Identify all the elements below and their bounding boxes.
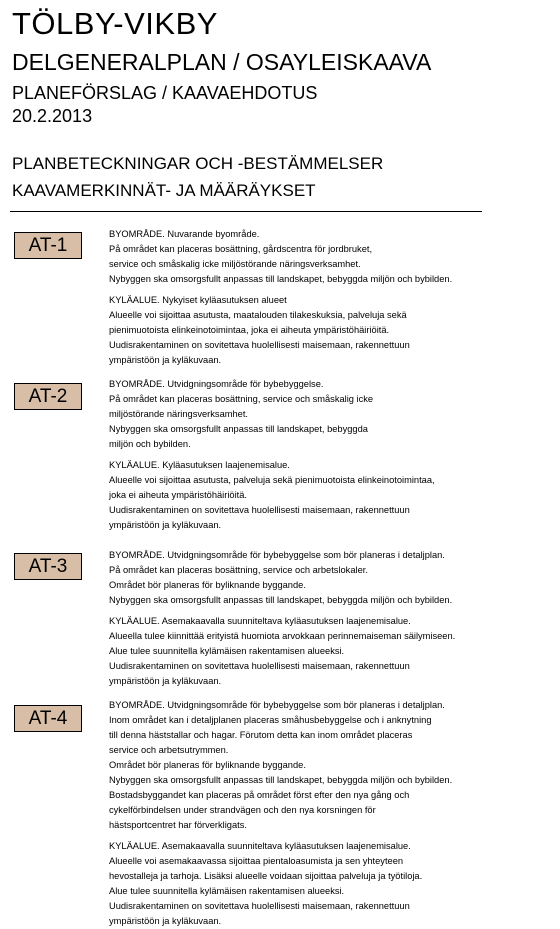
- sv-line: På området kan placeras bosättning, service och arbetslokaler.: [109, 565, 368, 575]
- sv-line: På området kan placeras bosättning, service och småskalig icke: [109, 394, 374, 404]
- sv-line: service och arbetsutrymmen.: [109, 745, 229, 755]
- fi-line: Uudisrakentaminen on sovitettava huolellisesti maisemaan, rakennettuun: [109, 340, 410, 350]
- sv-line: Bostadsbyggandet kan placeras på området först efter den nya gång och: [109, 790, 410, 800]
- sv-line: cykelförbindelsen under strandvägen och den nya korsningen för: [109, 805, 376, 815]
- sv-line: Inom området kan i detaljplanen placeras småhusbebyggelse och i anknytning: [109, 715, 432, 725]
- zone-badge-at-1: AT-1: [14, 232, 82, 259]
- sv-line: hästsportcentret har förverkligats.: [109, 820, 247, 830]
- sv-line: BYOMRÅDE. Utvidgningsområde för bybebyggelse.: [109, 379, 324, 389]
- sv-line: BYOMRÅDE. Nuvarande byområde.: [109, 229, 260, 239]
- zone-badge-at-3: AT-3: [14, 553, 82, 580]
- fi-line: KYLÄALUE. Nykyiset kyläasutuksen alueet: [109, 295, 287, 305]
- heading-divider: [10, 211, 482, 212]
- plan-date: 20.2.2013: [12, 106, 93, 126]
- fi-line: Uudisrakentaminen on sovitettava huolellisesti maisemaan, rakennettuun: [109, 661, 410, 671]
- fi-line: ympäristöön ja kyläkuvaan.: [109, 916, 222, 926]
- zone-description-at-3: [109, 548, 549, 689]
- sv-line: service och småskalig icke miljöstörande näringsverksamhet.: [109, 259, 361, 269]
- plan-stage: PLANEFÖRSLAG / KAAVAEHDOTUS: [12, 83, 318, 103]
- fi-line: KYLÄALUE. Asemakaavalla suunniteltava kyläasutuksen laajenemisalue.: [109, 841, 411, 851]
- zone-description-at-4: [109, 698, 549, 929]
- fi-line: KYLÄALUE. Asemakaavalla suunniteltava kyläasutuksen laajenemisalue.: [109, 616, 411, 626]
- fi-line: ympäristöön ja kyläkuvaan.: [109, 676, 222, 686]
- fi-line: KYLÄALUE. Kyläasutuksen laajenemisalue.: [109, 460, 290, 470]
- sv-line: Området bör planeras för byliknande byggande.: [109, 580, 306, 590]
- document-subtitle: DELGENERALPLAN / OSAYLEISKAAVA: [12, 49, 432, 75]
- sv-line: Nybyggen ska omsorgsfullt anpassas till landskapet, bebyggda: [109, 424, 368, 434]
- fi-line: Alueelle voi asemakaavassa sijoittaa pientaloasumista ja sen yhteyteen: [109, 856, 404, 866]
- sv-line: Nybyggen ska omsorgsfullt anpassas till landskapet, bebyggda miljön och bybilden.: [109, 595, 453, 605]
- zone-badge-at-4: AT-4: [14, 705, 82, 732]
- fi-line: ympäristöön ja kyläkuvaan.: [109, 520, 222, 530]
- sv-line: miljöstörande näringsverksamhet.: [109, 409, 248, 419]
- fi-line: Alueelle voi sijoittaa asutusta, palveluja sekä pienimuotoista elinkeinotoimintaa,: [109, 475, 435, 485]
- fi-line: Alueelle voi sijoittaa asutusta, maatalouden tilakeskuksia, palveluja sekä: [109, 310, 407, 320]
- sv-line: Nybyggen ska omsorgsfullt anpassas till landskapet, bebyggda miljön och bybilden.: [109, 775, 453, 785]
- section-heading-sv: PLANBETECKNINGAR OCH -BESTÄMMELSER: [12, 154, 384, 173]
- fi-line: joka ei aiheuta ympäristöhäiriöitä.: [109, 490, 247, 500]
- sv-line: På området kan placeras bosättning, gårdscentra för jordbruket,: [109, 244, 373, 254]
- fi-line: Alue tulee suunnitella kylämäisen rakentamisen alueeksi.: [109, 646, 345, 656]
- section-heading-fi: KAAVAMERKINNÄT- JA MÄÄRÄYKSET: [12, 181, 316, 200]
- fi-line: pienimuotoista elinkeinotoimintaa, joka ei aiheuta ympäristöhäiriöitä.: [109, 325, 390, 335]
- sv-line: Området bör planeras för byliknande byggande.: [109, 760, 306, 770]
- fi-line: Alue tulee suunnitella kylämäisen rakentamisen alueeksi.: [109, 886, 345, 896]
- zone-description-at-1: [109, 227, 549, 368]
- sv-line: BYOMRÅDE. Utvidgningsområde för bybebyggelse som bör planeras i detaljplan.: [109, 700, 445, 710]
- fi-line: Alueella tulee kiinnittää erityistä huomiota arvokkaan perinnemaiseman säilymiseen.: [109, 631, 456, 641]
- fi-line: Uudisrakentaminen on sovitettava huolellisesti maisemaan, rakennettuun: [109, 505, 410, 515]
- sv-line: BYOMRÅDE. Utvidgningsområde för bybebyggelse som bör planeras i detaljplan.: [109, 550, 445, 560]
- fi-line: ympäristöön ja kyläkuvaan.: [109, 355, 222, 365]
- fi-line: Uudisrakentaminen on sovitettava huolellisesti maisemaan, rakennettuun: [109, 901, 410, 911]
- sv-line: miljön och bybilden.: [109, 439, 191, 449]
- fi-line: hevostalleja ja tarhoja. Lisäksi alueelle voidaan sijoittaa palveluja ja työtiloja.: [109, 871, 423, 881]
- document-title: TÖLBY-VIKBY: [12, 6, 218, 41]
- zone-badge-at-2: AT-2: [14, 383, 82, 410]
- sv-line: Nybyggen ska omsorgsfullt anpassas till landskapet, bebyggda miljön och bybilden.: [109, 274, 453, 284]
- zone-description-at-2: [109, 377, 549, 533]
- sv-line: till denna häststallar och hagar. Förutom detta kan inom området placeras: [109, 730, 413, 740]
